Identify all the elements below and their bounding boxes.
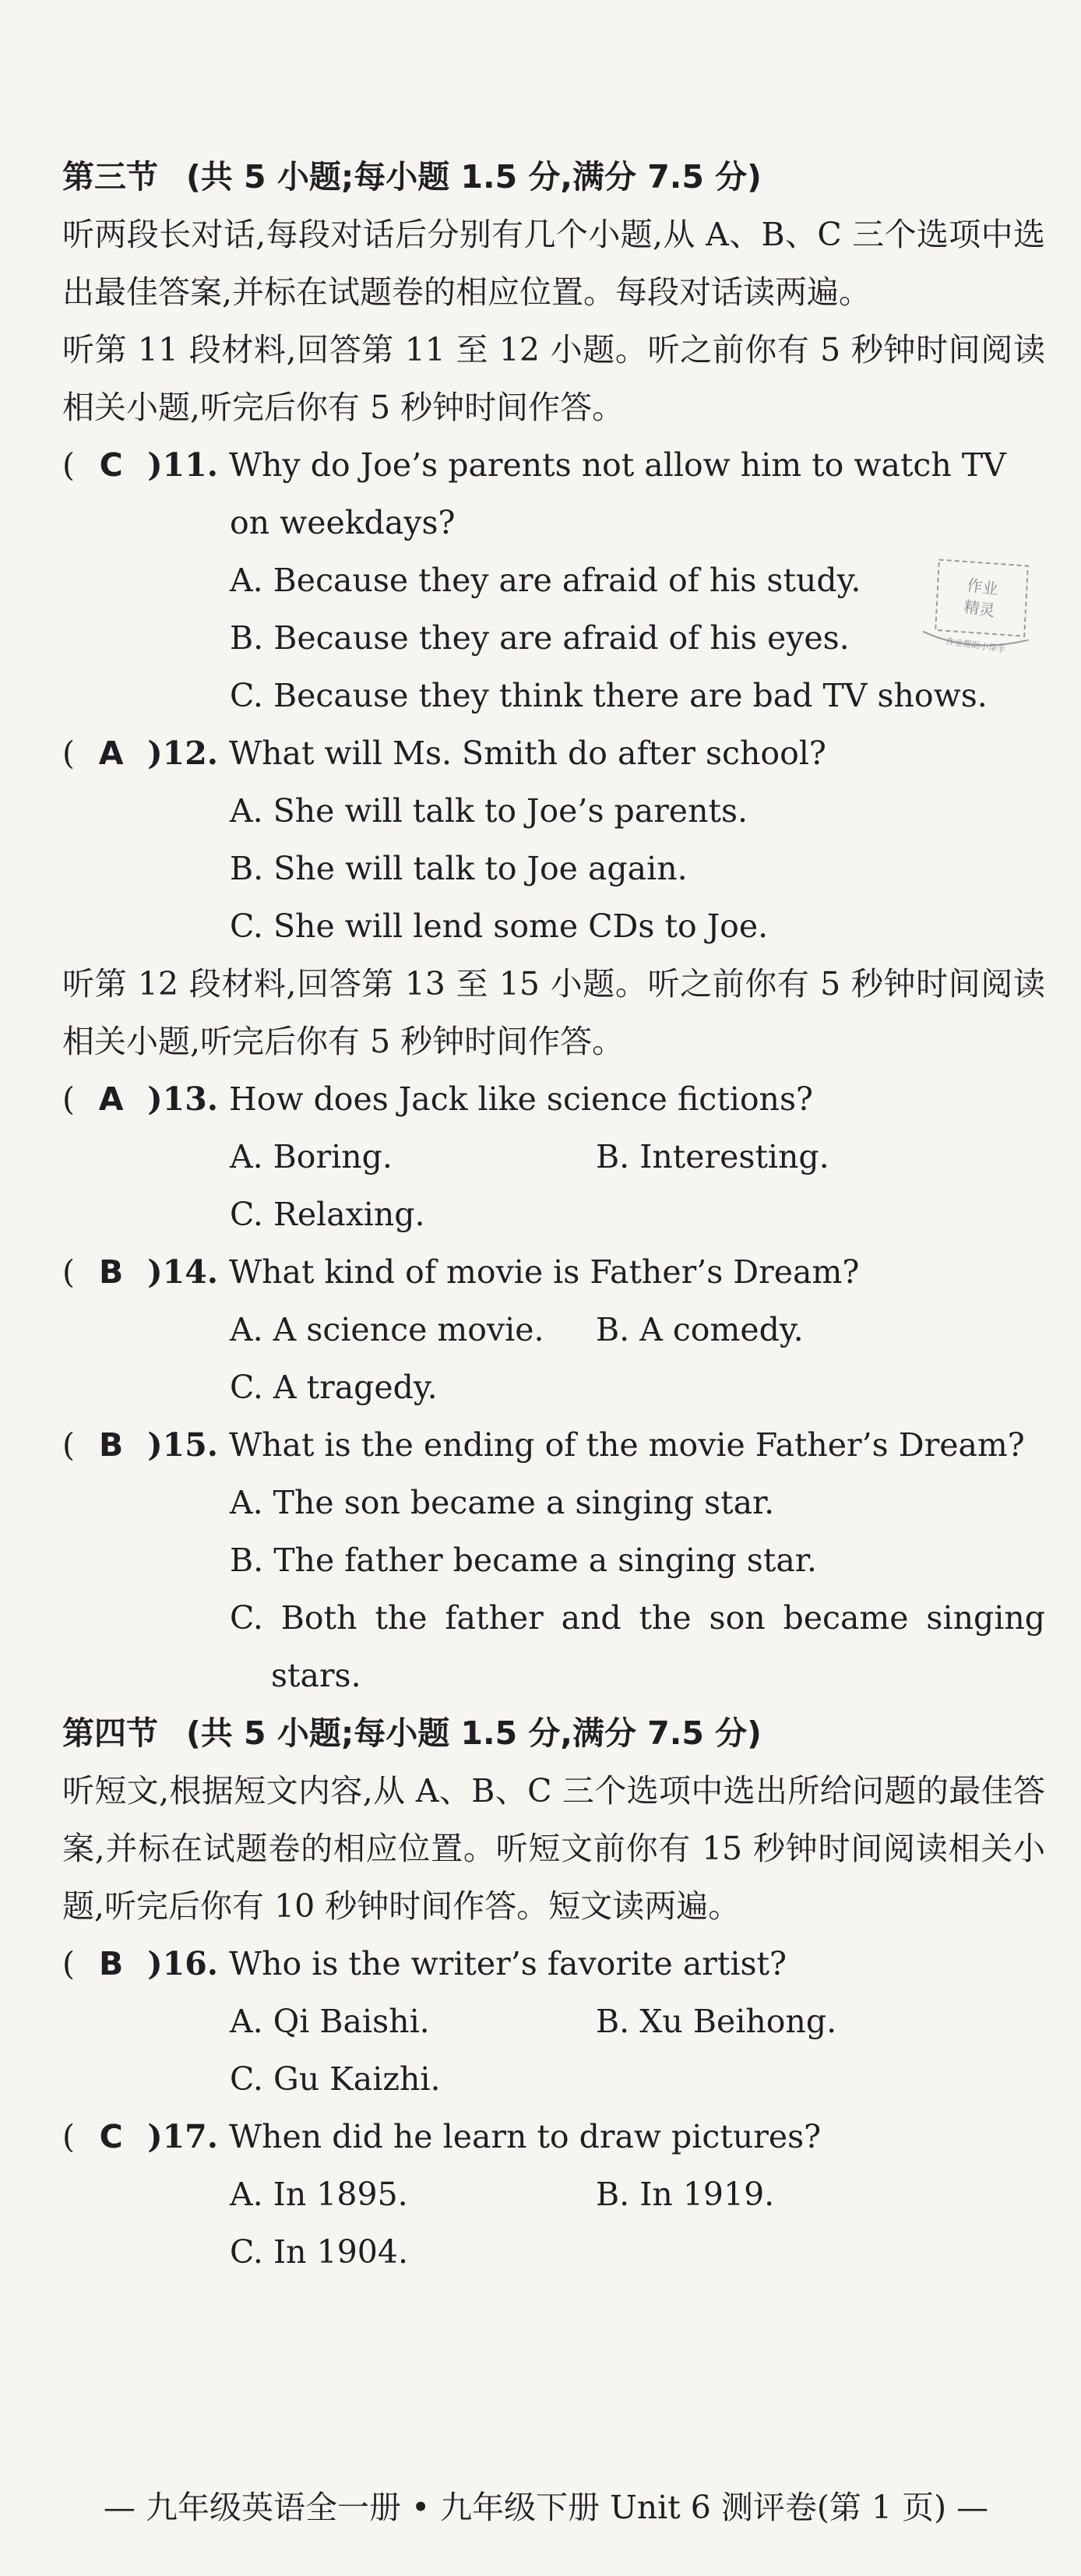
question-13 xyxy=(62,1070,1045,1128)
option-c: C. In 1904. xyxy=(230,2233,408,2271)
answer-letter: A xyxy=(98,1080,124,1118)
option-a: A. Because they are afraid of his study. xyxy=(230,562,861,599)
section4-instructions: 听短文,根据短文内容,从 A、B、C 三个选项中选出所给问题的最佳答案,并标在试题卷的相应位置。听短文前你有 15 秒钟时间阅读相关小题,听完后你有 10 秒钟时间作答。短文读两遍。 xyxy=(62,1772,1045,1925)
option-c: C. Both the father and the son became singing xyxy=(230,1599,1045,1637)
question-stem: What will Ms. Smith do after school? xyxy=(229,735,826,772)
stamp-text-1: 作业 xyxy=(965,575,999,599)
question-stem: Who is the writer’s favorite artist? xyxy=(229,1945,787,1982)
option-b: B. Xu Beihong. xyxy=(596,2003,837,2040)
answer-bracket: ( A )12. xyxy=(62,724,218,782)
question-stem: When did he learn to draw pictures? xyxy=(229,2118,822,2155)
page-footer: — 九年级英语全一册 • 九年级下册 Unit 6 测评卷(第 1 页) — xyxy=(103,2489,989,2526)
answer-letter: C xyxy=(99,446,123,484)
question-number: )17. xyxy=(147,2118,218,2155)
question-15 xyxy=(62,1416,1045,1474)
option-b: B. Because they are afraid of his eyes. xyxy=(230,619,850,657)
answer-letter: B xyxy=(99,1426,124,1464)
homework-stamp-logo xyxy=(913,547,1043,665)
answer-letter: B xyxy=(99,1253,124,1291)
answer-bracket: ( B )16. xyxy=(62,1935,218,1993)
option-a: A. Boring. xyxy=(230,1138,393,1175)
option-a: A. The son became a singing star. xyxy=(230,1484,775,1521)
answer-letter: C xyxy=(99,2118,123,2155)
question-number: )16. xyxy=(147,1945,218,1982)
question-number: )11. xyxy=(147,446,218,484)
question-17 xyxy=(62,2108,1045,2165)
question-16 xyxy=(62,1935,1045,1993)
option-b: B. The father became a singing star. xyxy=(230,1542,817,1579)
question-number: )12. xyxy=(147,735,218,772)
stamp-text-3: 作业帮助小帮手 xyxy=(945,636,1006,655)
section4-title: 第四节 xyxy=(62,1714,158,1752)
question-number: )14. xyxy=(147,1253,218,1291)
question-stem: What kind of movie is Father’s Dream? xyxy=(229,1253,860,1291)
option-c: C. Relaxing. xyxy=(230,1196,425,1233)
options-row xyxy=(62,1993,1045,2050)
question-stem: What is the ending of the movie Father’s Dream? xyxy=(229,1426,1025,1464)
question-stem: How does Jack like science fictions? xyxy=(229,1080,813,1118)
option-b: B. In 1919. xyxy=(596,2176,775,2213)
material2-instructions: 听第 12 段材料,回答第 13 至 15 小题。听之前你有 5 秒钟时间阅读相关小题,听完后你有 5 秒钟时间作答。 xyxy=(62,965,1045,1060)
answer-letter: B xyxy=(99,1945,124,1982)
option-b: B. A comedy. xyxy=(596,1311,804,1348)
material1-instructions: 听第 11 段材料,回答第 11 至 12 小题。听之前你有 5 秒钟时间阅读相关小题,听完后你有 5 秒钟时间作答。 xyxy=(62,331,1045,426)
option-c: C. Gu Kaizhi. xyxy=(230,2060,441,2098)
option-b: B. Interesting. xyxy=(596,1138,829,1175)
answer-bracket: ( C )17. xyxy=(62,2108,218,2165)
section3-instructions: 听两段长对话,每段对话后分别有几个小题,从 A、B、C 三个选项中选出最佳答案,并标在试题卷的相应位置。每段对话读两遍。 xyxy=(62,216,1045,311)
answer-bracket: ( B )15. xyxy=(62,1416,218,1474)
option-c: C. Because they think there are bad TV shows. xyxy=(230,677,988,714)
option-b: B. She will talk to Joe again. xyxy=(230,850,688,887)
section3-note: (共 5 小题;每小题 1.5 分,满分 7.5 分) xyxy=(186,158,762,196)
option-c-cont: stars. xyxy=(271,1657,361,1694)
answer-bracket: ( B )14. xyxy=(62,1243,218,1301)
question-11 xyxy=(62,436,1045,494)
section3-title: 第三节 xyxy=(62,158,158,196)
question-stem-cont: on weekdays? xyxy=(230,504,456,541)
section4-heading xyxy=(62,1704,1045,1762)
options-row xyxy=(62,2165,1045,2223)
question-stem: Why do Joe’s parents not allow him to watch TV xyxy=(229,446,1006,484)
answer-bracket: ( A )13. xyxy=(62,1070,218,1128)
option-a: A. Qi Baishi. xyxy=(230,2003,430,2040)
options-row xyxy=(62,1301,1045,1358)
option-a: A. She will talk to Joe’s parents. xyxy=(230,792,748,830)
question-12 xyxy=(62,724,1045,782)
option-c: C. She will lend some CDs to Joe. xyxy=(230,907,769,945)
option-c: C. A tragedy. xyxy=(230,1369,438,1406)
answer-bracket: ( C )11. xyxy=(62,436,218,494)
stamp-text-2: 精灵 xyxy=(963,597,997,621)
question-14 xyxy=(62,1243,1045,1301)
option-a: A. In 1895. xyxy=(230,2176,408,2213)
option-a: A. A science movie. xyxy=(230,1311,544,1348)
question-number: )13. xyxy=(147,1080,218,1118)
question-number: )15. xyxy=(147,1426,218,1464)
options-row xyxy=(62,1128,1045,1186)
section3-heading xyxy=(62,148,1045,206)
section4-note: (共 5 小题;每小题 1.5 分,满分 7.5 分) xyxy=(186,1714,762,1752)
answer-letter: A xyxy=(98,735,124,772)
